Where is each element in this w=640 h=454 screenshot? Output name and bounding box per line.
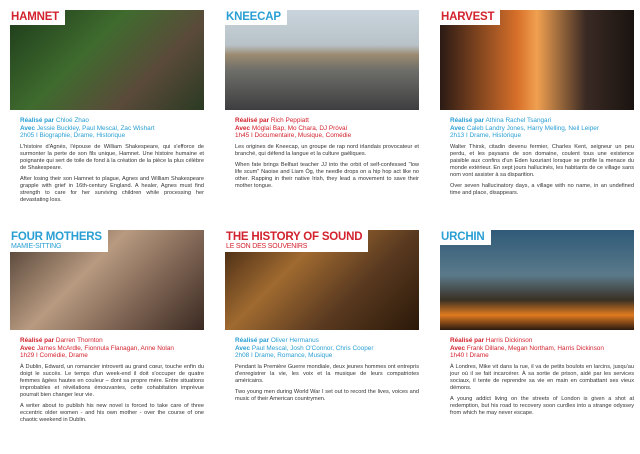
cast-label: Avec bbox=[235, 344, 251, 352]
film-title bbox=[10, 10, 65, 25]
director-label: Réalisé par bbox=[235, 117, 270, 124]
director-label: Réalisé par bbox=[235, 337, 270, 344]
film-still bbox=[10, 230, 204, 330]
cast-line bbox=[20, 345, 204, 353]
runtime-genre: 1h45 I Documentaire, Musique, Comédie bbox=[235, 132, 352, 140]
runtime-genre: 1h29 I Comédie, Drame bbox=[20, 352, 88, 360]
synopsis-fr: Pendant la Première Guerre mondiale, deux jeunes hommes ont entrepris d'enregistrer la vie, les voix et la musique de leurs compatriotes américains. bbox=[235, 363, 419, 384]
film-card bbox=[10, 10, 204, 204]
cast: Móglaí Bap, Mo Chara, DJ Próvaí bbox=[251, 124, 348, 132]
director-line bbox=[235, 117, 419, 125]
runtime-genre: 2h08 I Drame, Romance, Musique bbox=[235, 352, 333, 360]
synopsis-en: A young addict living on the streets of London is given a shot at redemption, but his road to recovery soon curdles into a strange odyssey from which he may never escape. bbox=[450, 395, 634, 416]
runtime-genre: 2h13 I Drame, Historique bbox=[450, 132, 522, 140]
film-card bbox=[10, 230, 204, 424]
synopsis-en: After losing their son Hamnet to plague, Agnes and William Shakespeare grapple with grief in 16th-century England. A healer, Agnes must find strength to care for her surviving children while processing her devastating loss. bbox=[20, 175, 204, 203]
director-line bbox=[450, 117, 634, 125]
film-title-text: KNEECAP bbox=[226, 11, 281, 23]
director-label: Réalisé par bbox=[450, 337, 485, 344]
director: Rich Peppiatt bbox=[270, 117, 309, 124]
film-credits bbox=[450, 117, 634, 140]
cast: James McArdle, Fionnula Flanagan, Anne Nolan bbox=[36, 344, 174, 352]
film-card bbox=[225, 10, 419, 190]
cast: Frank Dillane, Megan Northam, Harris Dickinson bbox=[466, 344, 604, 352]
film-credits bbox=[235, 337, 419, 360]
synopsis-en: Two young men during World War I set out to record the lives, voices and music of their American countrymen. bbox=[235, 388, 419, 402]
film-still bbox=[225, 230, 419, 330]
film-title-text: HARVEST bbox=[441, 11, 495, 23]
synopsis-fr: À Dublin, Edward, un romancier introverti au grand cœur, touche enfin du doigt le succès. Le temps d'un week-end il doit s'occuper de quatre femmes âgées hautes en couleur – dont sa propre mère. Entre situations improbables et révélations émouvantes, cette cohabitation imprévue pourrait bien changer leur vie. bbox=[20, 363, 204, 398]
film-card bbox=[440, 10, 634, 197]
synopsis-fr: Les origines de Kneecap, un groupe de rap nord irlandais provocateur et branché, qui défend la langue et la culture gaéliques. bbox=[235, 143, 419, 157]
film-card bbox=[225, 230, 419, 403]
synopsis-fr: Walter Thirsk, citadin devenu fermier, Charles Kent, seigneur un peu perdu, et les paysans de son domaine, coulent tous une existence paisible aux confins d'un Eden luxuriant lorsque se profile la menace du monde extérieur. En sept jours hallucinés, les habitants de ce village sans nom vont assister à sa disparition. bbox=[450, 143, 634, 178]
cast-label: Avec bbox=[20, 344, 36, 352]
film-credits bbox=[450, 337, 634, 360]
film-title-text: THE HISTORY OF SOUND bbox=[226, 231, 363, 243]
film-card bbox=[440, 230, 634, 417]
director: Harris Dickinson bbox=[485, 337, 533, 344]
film-title-text: FOUR MOTHERS bbox=[11, 231, 102, 243]
runtime-genre: 1h40 I Drame bbox=[450, 352, 489, 360]
synopsis-fr: À Londres, Mike vit dans la rue, il va de petits boulots en larcins, jusqu'au jour où il se fait incarcérer. À sa sortie de prison, aidé par les services sociaux, il tente de reprendre sa vie en main en combattant ses vieux démons. bbox=[450, 363, 634, 391]
film-title-text: HAMNET bbox=[11, 11, 59, 23]
cast: Jessie Buckley, Paul Mescal, Zac Wishart bbox=[36, 124, 155, 132]
film-title bbox=[440, 10, 500, 25]
director-label: Réalisé par bbox=[450, 117, 485, 124]
cast-line bbox=[235, 125, 419, 133]
cast-label: Avec bbox=[450, 124, 466, 132]
film-title bbox=[225, 10, 287, 25]
director-label: Réalisé par bbox=[20, 337, 55, 344]
film-title bbox=[440, 230, 491, 245]
film-title bbox=[225, 230, 368, 252]
synopsis-en: A writer about to publish his new novel is forced to take care of three eccentric older women - and his own mother - over the course of one chaotic weekend in Dublin. bbox=[20, 402, 204, 423]
director: Chloé Zhao bbox=[55, 117, 89, 124]
film-still bbox=[440, 10, 634, 110]
director-line bbox=[20, 337, 204, 345]
film-credits bbox=[20, 337, 204, 360]
synopsis-en: When fate brings Belfast teacher JJ into the orbit of self-confessed "low life scum" Naoise and Liam Óg, the needle drops on a hip hop act like no other. Rapping in their native Irish, they lead a movement to save their mother tongue. bbox=[235, 161, 419, 189]
film-title-text: URCHIN bbox=[441, 231, 485, 243]
synopsis-en: Over seven hallucinatory days, a village with no name, in an undefined time and place, disappears. bbox=[450, 182, 634, 196]
director: Oliver Hermanus bbox=[270, 337, 319, 344]
cast-label: Avec bbox=[235, 124, 251, 132]
cast-line bbox=[450, 345, 634, 353]
film-still bbox=[10, 10, 204, 110]
film-subtitle: MAMIE-SITTING bbox=[11, 243, 62, 250]
cast-label: Avec bbox=[450, 344, 466, 352]
director: Darren Thornton bbox=[55, 337, 103, 344]
director-line bbox=[20, 117, 204, 125]
film-title bbox=[10, 230, 108, 252]
director-line bbox=[450, 337, 634, 345]
synopsis-fr: L'histoire d'Agnès, l'épouse de William Shakespeare, qui s'efforce de surmonter la perte de son fils unique, Hamnet. Une histoire humaine et poignante qui sert de toile de fond à la création de la pièce la plus célèbre de Shakespeare. bbox=[20, 143, 204, 171]
cast-line bbox=[235, 345, 419, 353]
cast: Caleb Landry Jones, Harry Melling, Neil Leiper bbox=[466, 124, 599, 132]
runtime-genre: 2h05 I Biographie, Drame, Historique bbox=[20, 132, 126, 140]
cast-line bbox=[450, 125, 634, 133]
director-line bbox=[235, 337, 419, 345]
film-credits bbox=[235, 117, 419, 140]
director: Athina Rachel Tsangari bbox=[485, 117, 552, 124]
film-credits bbox=[20, 117, 204, 140]
cast: Paul Mescal, Josh O'Connor, Chris Cooper bbox=[251, 344, 374, 352]
cast-line bbox=[20, 125, 204, 133]
film-still bbox=[225, 10, 419, 110]
cast-label: Avec bbox=[20, 124, 36, 132]
director-label: Réalisé par bbox=[20, 117, 55, 124]
film-still bbox=[440, 230, 634, 330]
film-subtitle: LE SON DES SOUVENIRS bbox=[226, 243, 308, 250]
